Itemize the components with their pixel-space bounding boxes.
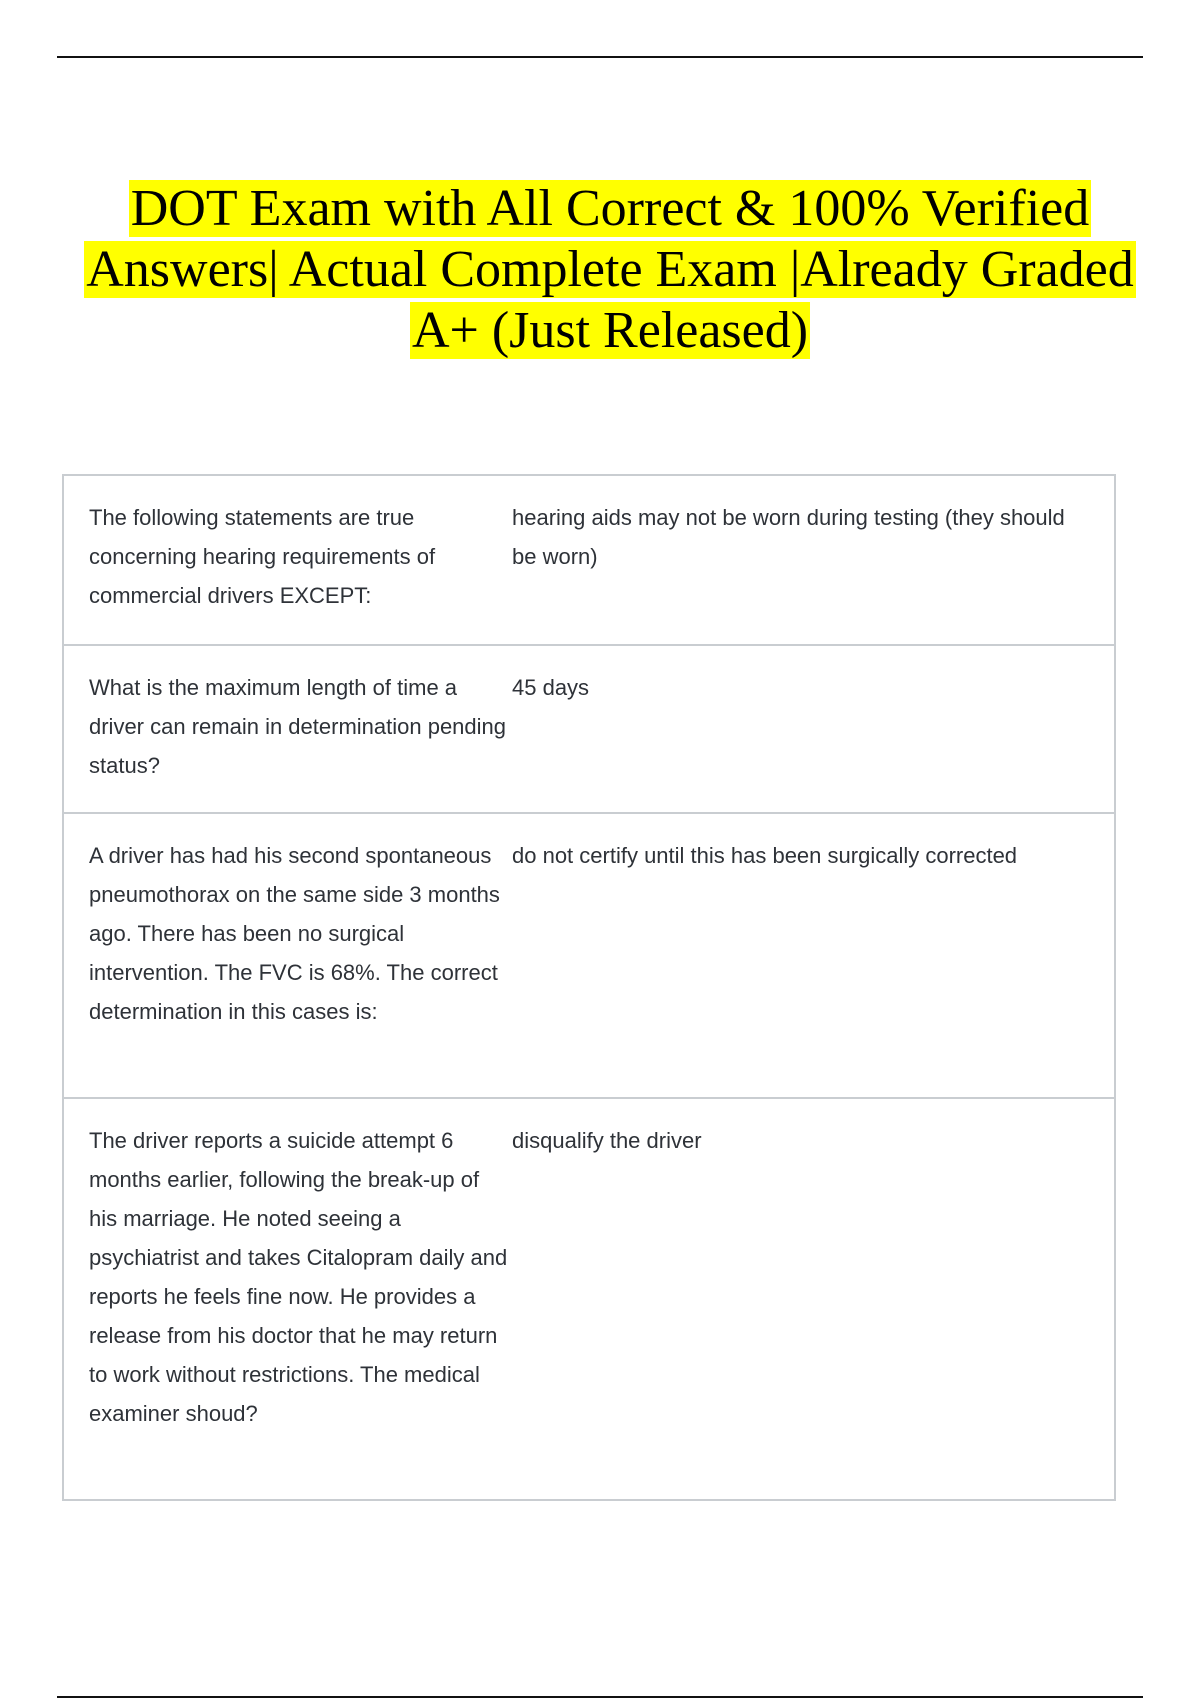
question-text: The following statements are true concerning hearing requirements of commercial drivers EXCEPT: [89,505,436,608]
title-line-3: A+ (Just Released) [411,302,809,359]
qa-row [64,1097,1114,1499]
qa-row [64,812,1114,1097]
answer-text: hearing aids may not be worn during testing (they should be worn) [512,505,1065,569]
title-line-1: DOT Exam with All Correct & 100% Verified [130,180,1090,237]
answer-text: disqualify the driver [512,1128,702,1153]
qa-row [64,476,1114,644]
document-title [40,178,1180,361]
qa-table [62,474,1116,1501]
question-text: A driver has had his second spontaneous pneumothorax on the same side 3 months ago. There has been no surgical intervention. The FVC is 68%. The correct determination in this cases is: [89,843,500,1024]
title-line-2: Answers| Actual Complete Exam |Already Graded [86,241,1134,298]
question-text: The driver reports a suicide attempt 6 months earlier, following the break-up of his marriage. He noted seeing a psychiatrist and takes Citalopram daily and reports he feels fine now. He provides a release from his doctor that he may return to work without restrictions. The medical examiner shoud? [89,1128,508,1426]
answer-text: do not certify until this has been surgically corrected [512,843,1018,868]
top-rule [57,56,1143,58]
qa-row [64,644,1114,812]
bottom-rule [57,1696,1143,1698]
question-text: What is the maximum length of time a driver can remain in determination pending status? [89,675,507,778]
answer-text: 45 days [512,675,590,700]
